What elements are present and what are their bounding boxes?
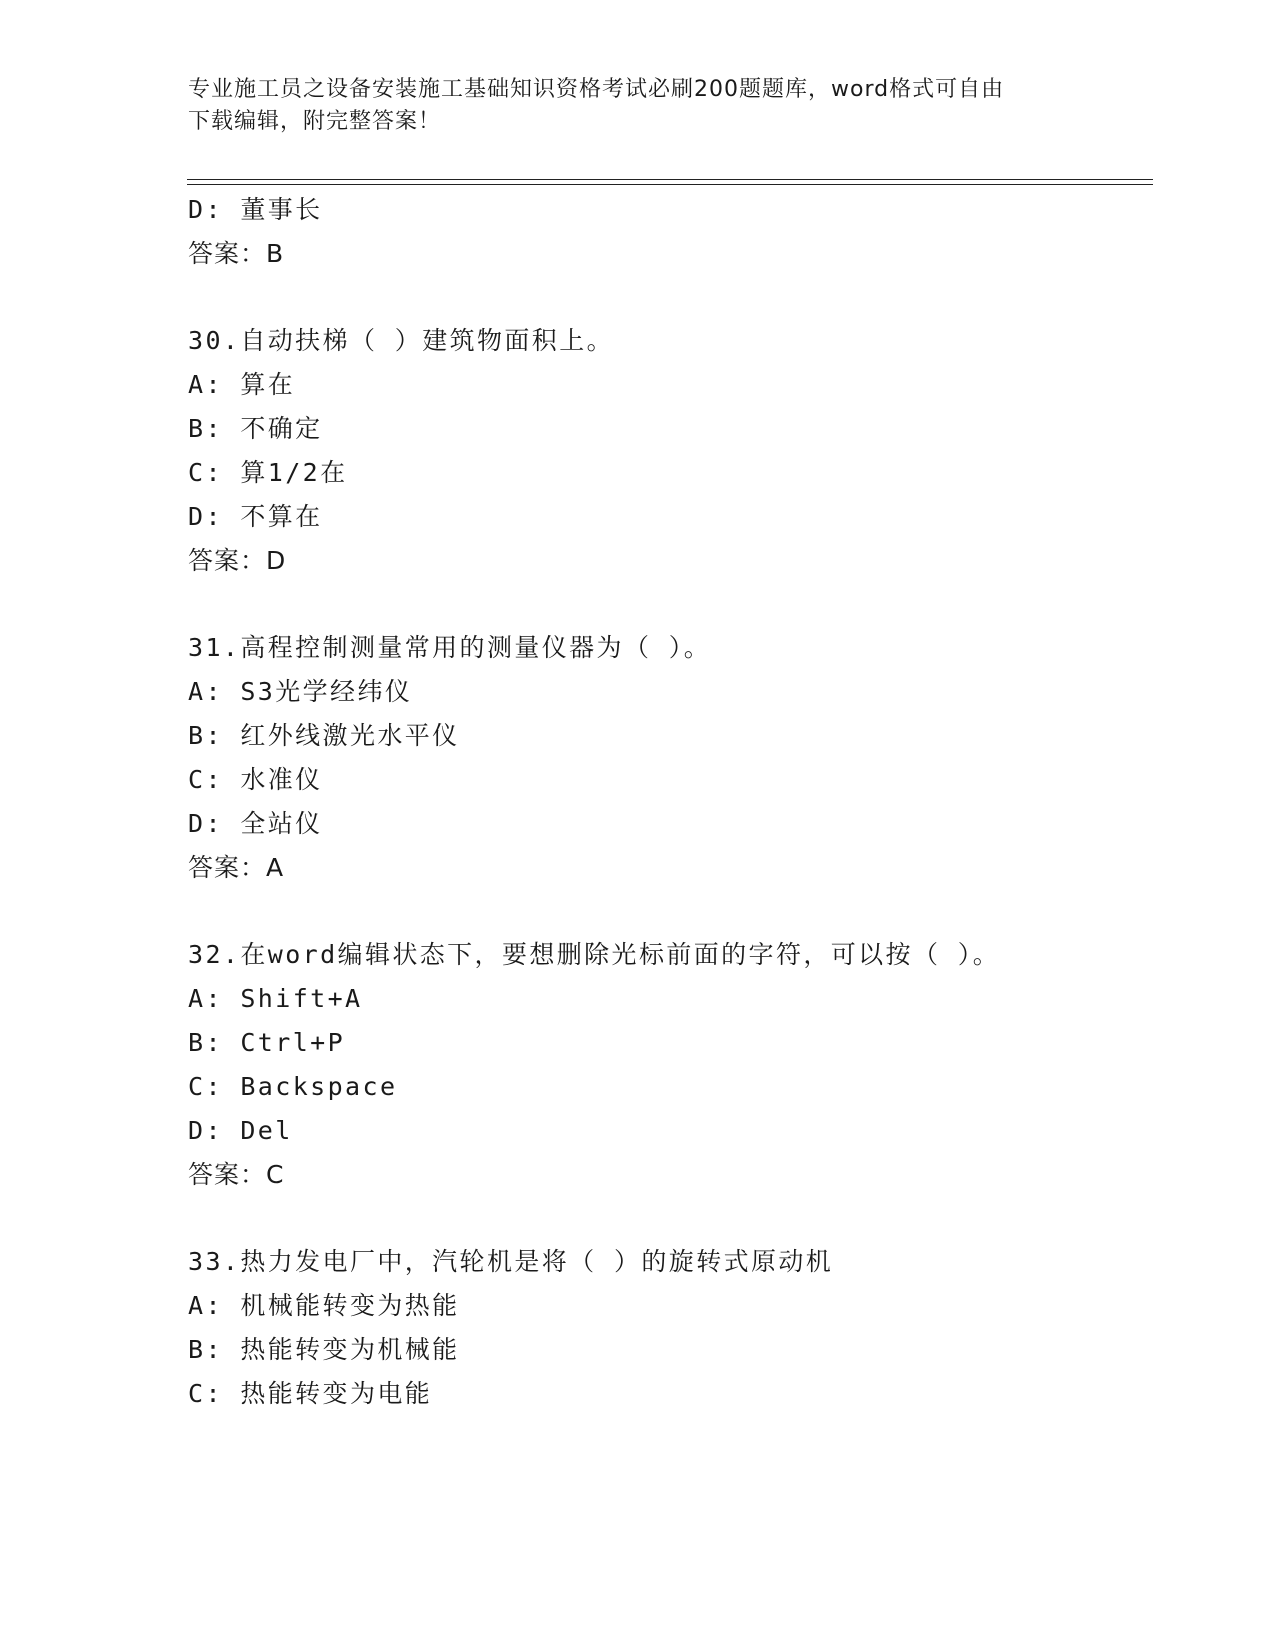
- question-30-option-b: B: 不确定: [188, 414, 323, 443]
- question-31-option-d: D: 全站仪: [188, 809, 323, 838]
- header-rule-top: [187, 179, 1153, 180]
- header-line-2: 下载编辑，附完整答案！: [188, 109, 442, 134]
- question-30-option-a: A: 算在: [188, 370, 296, 399]
- question-30-option-c: C: 算1/2在: [188, 458, 348, 487]
- question-32-option-b: B: Ctrl+P: [188, 1028, 346, 1057]
- prev-option-d: D: 董事长: [188, 195, 323, 224]
- question-33-option-c: C: 热能转变为电能: [188, 1379, 433, 1408]
- header-rule-bottom: [187, 184, 1153, 185]
- document-header: [188, 74, 1088, 138]
- question-31-option-c: C: 水准仪: [188, 765, 323, 794]
- question-33-stem: 33.热力发电厂中，汽轮机是将（ ）的旋转式原动机: [188, 1247, 834, 1276]
- question-31-option-b: B: 红外线激光水平仪: [188, 721, 460, 750]
- question-31-stem: 31.高程控制测量常用的测量仪器为（ ）。: [188, 633, 712, 662]
- question-32-option-d: D: Del: [188, 1116, 293, 1145]
- question-30-stem: 30.自动扶梯（ ）建筑物面积上。: [188, 326, 615, 355]
- question-32-option-c: C: Backspace: [188, 1072, 398, 1101]
- header-line-1: 专业施工员之设备安装施工基础知识资格考试必刷200题题库，word格式可自由: [188, 77, 1005, 102]
- question-32-stem: 32.在word编辑状态下，要想删除光标前面的字符，可以按（ ）。: [188, 940, 1001, 969]
- question-30-answer: 答案：D: [188, 546, 287, 575]
- question-33-option-b: B: 热能转变为机械能: [188, 1335, 460, 1364]
- question-33-option-a: A: 机械能转变为热能: [188, 1291, 460, 1320]
- prev-answer: 答案：B: [188, 239, 285, 268]
- question-30-option-d: D: 不算在: [188, 502, 323, 531]
- question-31-answer: 答案：A: [188, 853, 285, 882]
- question-32-option-a: A: Shift+A: [188, 984, 363, 1013]
- question-31-option-a: A: S3光学经纬仪: [188, 677, 413, 706]
- question-32-answer: 答案：C: [188, 1160, 285, 1189]
